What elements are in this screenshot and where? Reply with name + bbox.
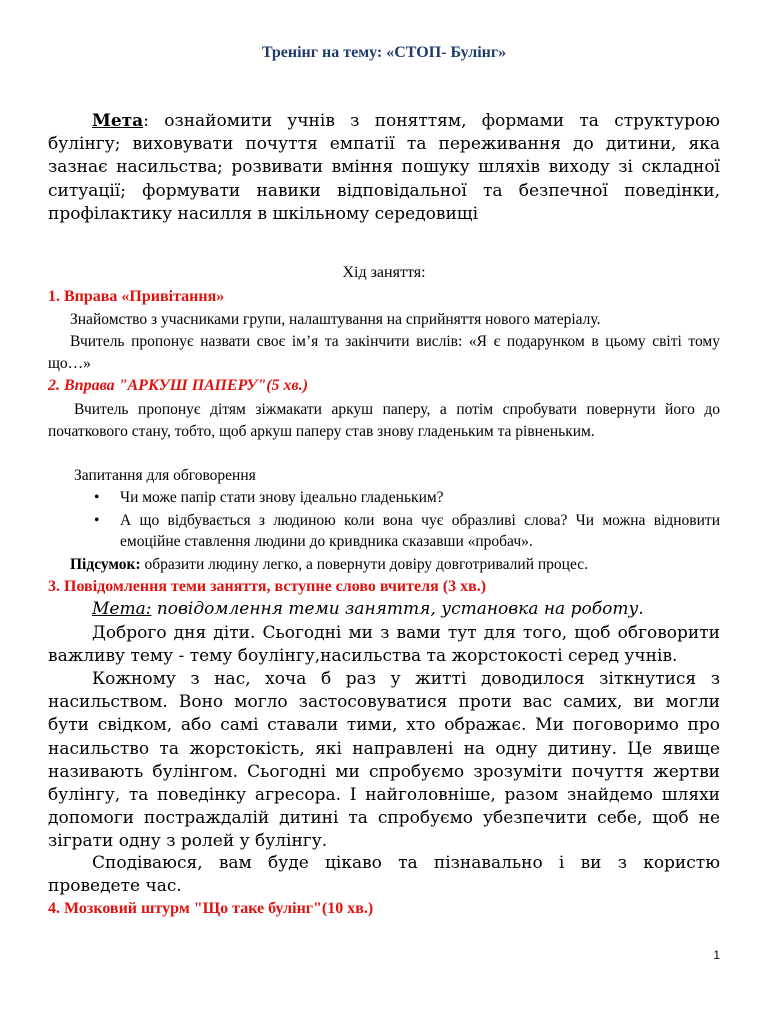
- question-2: А що відбувається з людиною коли вона чує образливі слова? Чи можна відновити емоційне ставлення людини до кривдника сказавши «пробач».: [120, 511, 720, 551]
- list-item: [94, 510, 720, 553]
- list-item: [94, 487, 720, 509]
- summary-label: Підсумок:: [70, 556, 141, 573]
- section-3-paragraph-1: Доброго дня діти. Сьогодні ми з вами тут для того, щоб обговорити важливу тему - тему боулінгу,насильства та жорстокості серед учнів.: [48, 623, 720, 667]
- section-2-paragraph-1: Вчитель пропонує дітям зіжмакати аркуш паперу, а потім спробувати повернути його до початкового стану, тобто, щоб аркуш паперу став знову гладеньким та рівненьким.: [48, 401, 720, 440]
- section-3-goal: [92, 599, 644, 619]
- section-3-goal-label: Мета:: [92, 599, 152, 619]
- section-3-heading: 3. Повідомлення теми заняття, вступне слово вчителя (3 хв.): [48, 578, 487, 595]
- section-1-heading: 1. Вправа «Привітання»: [48, 288, 225, 305]
- goal-colon: :: [143, 111, 149, 131]
- course-heading: Хід заняття:: [342, 264, 426, 281]
- goal-paragraph: [48, 110, 720, 226]
- summary-text: образити людину легко, а повернути довіру довготривалий процес.: [140, 556, 588, 573]
- questions-list: [94, 487, 720, 553]
- section-3-goal-text: повідомлення теми заняття, установка на роботу.: [151, 599, 644, 619]
- section-2-heading: 2. Вправа "АРКУШ ПАПЕРУ"(5 хв.): [48, 377, 309, 394]
- summary-line: [70, 554, 720, 576]
- bullet-symbol: •: [94, 511, 100, 529]
- goal-text: ознайомити учнів з поняттям, формами та структурою булінгу; виховувати почуття емпатії та переживання до дитини, яка зазнає насильства; розвивати вміння пошуку шляхів виходу зі складної ситуації; формувати навики відповідальної та безпечної поведінки, профілактику насилля в шкільному середовищі: [48, 111, 720, 224]
- document-title: Тренінг на тему: «СТОП- Булінг»: [261, 44, 507, 61]
- section-3-paragraph-3: Сподіваюся, вам буде цікаво та пізнавально і ви з користю проведете час.: [48, 853, 720, 897]
- goal-label: Мета: [92, 111, 144, 131]
- section-1-paragraph-2: Вчитель пропонує назвати своє ім’я та закінчити вислів: «Я є подарунком в цьому світі тому що…»: [48, 333, 720, 372]
- section-3-paragraph-2: Кожному з нас, хоча б раз у житті доводилося зіткнутися з насильством. Воно могло застосовуватися проти вас самих, ви могли бути свідком, або самі ставали тими, хто ображає. Ми поговоримо про насильство та жорстокість, які направлені на одну дитину. Це явище називають булінгом. Сьогодні ми спробуємо зрозуміти почуття жертви булінгу, та поведінку агресора. І найголовніше, разом знайдемо шляхи допомоги постраждалій дитині та спробуємо убезпечити себе, щоб не зіграти одну з ролей у булінгу.: [48, 669, 720, 852]
- question-1: Чи може папір стати знову ідеально гладеньким?: [120, 489, 444, 506]
- page-number: 1: [713, 948, 720, 962]
- section-4-heading: 4. Мозковий штурм "Що таке булінг"(10 хв.): [48, 900, 374, 917]
- questions-label: Запитання для обговорення: [74, 467, 256, 484]
- bullet-symbol: •: [94, 489, 100, 506]
- section-1-paragraph-1: Знайомство з учасниками групи, налаштування на сприйняття нового матеріалу.: [70, 311, 601, 328]
